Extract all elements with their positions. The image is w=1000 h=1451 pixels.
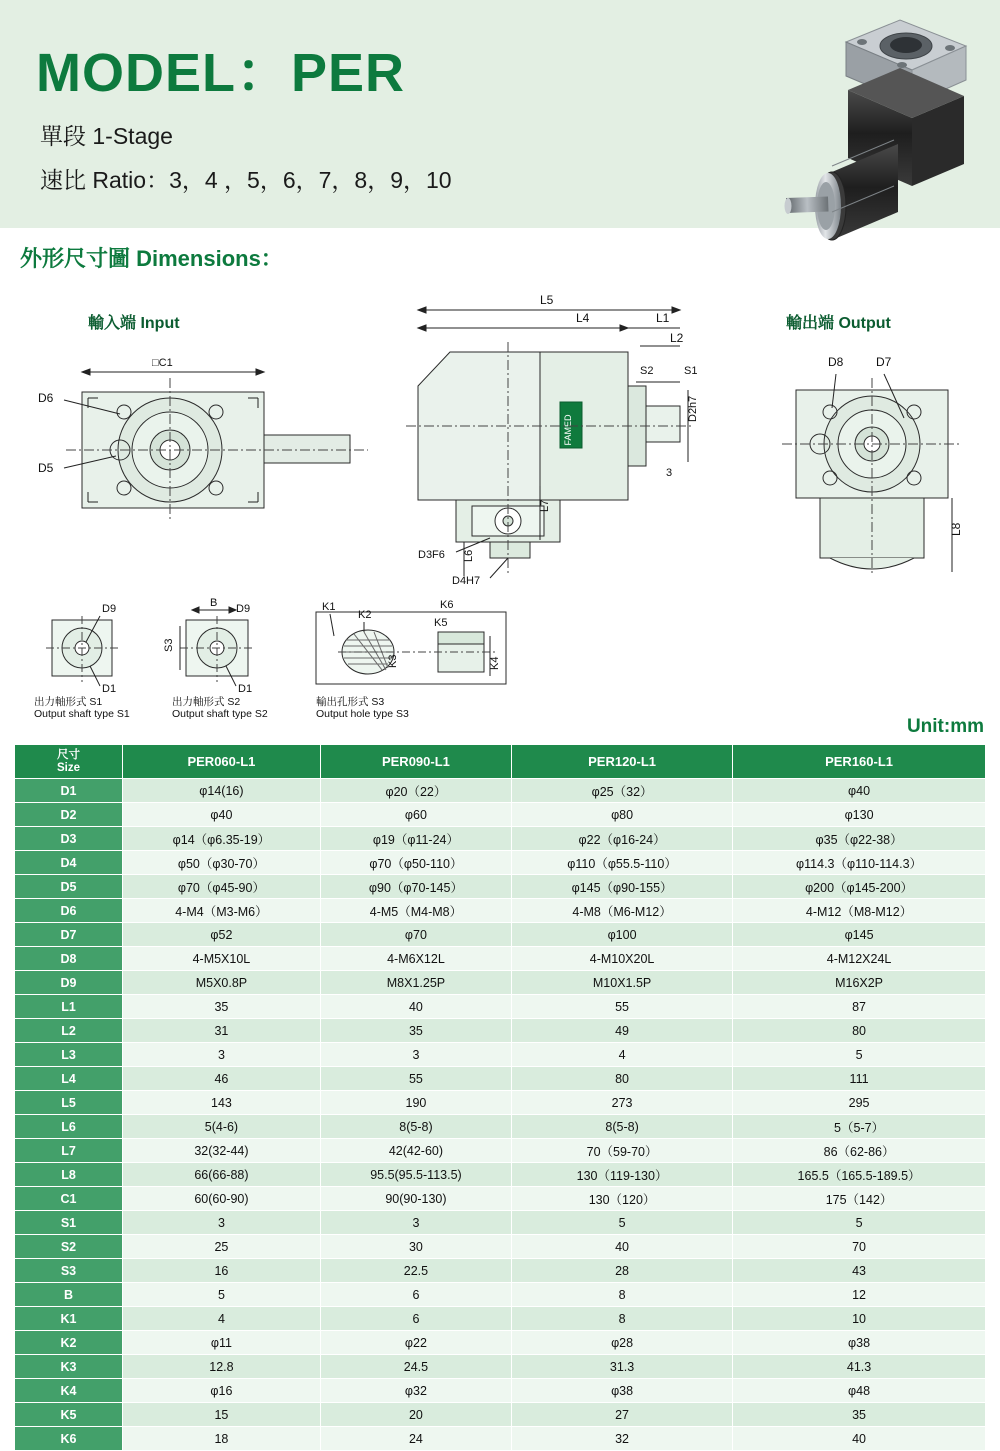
table-row [15, 1283, 986, 1307]
table-cell: M16X2P [733, 971, 986, 995]
table-row [15, 1355, 986, 1379]
table-cell: 4-M5（M4-M8） [320, 899, 511, 923]
table-cell: 4-M5X10L [123, 947, 321, 971]
svg-text:L4: L4 [576, 311, 590, 325]
table-cell: 60(60-90) [123, 1187, 321, 1211]
table-header-row [15, 745, 986, 779]
table-cell: 3 [320, 1043, 511, 1067]
row-label: L2 [15, 1019, 123, 1043]
svg-text:S2: S2 [640, 365, 654, 377]
table-row [15, 1043, 986, 1067]
table-cell: 40 [512, 1235, 733, 1259]
table-cell: 6 [320, 1283, 511, 1307]
table-cell: φ145 [733, 923, 986, 947]
table-cell: φ14（φ6.35-19） [123, 827, 321, 851]
svg-text:L2: L2 [670, 331, 684, 345]
row-label: L8 [15, 1163, 123, 1187]
table-row [15, 875, 986, 899]
svg-text:L8: L8 [949, 522, 963, 536]
svg-text:K2: K2 [358, 609, 372, 621]
caption-s3-en: Output hole type S3 [316, 708, 409, 720]
table-cell: φ38 [512, 1379, 733, 1403]
table-cell: 8 [512, 1283, 733, 1307]
row-label: D6 [15, 899, 123, 923]
dimensions-heading: 外形尺寸圖 Dimensions： [20, 246, 283, 271]
table-cell: φ60 [320, 803, 511, 827]
svg-text:D3F6: D3F6 [418, 549, 445, 561]
row-label: K2 [15, 1331, 123, 1355]
table-cell: φ22（φ16-24） [512, 827, 733, 851]
row-label: K3 [15, 1355, 123, 1379]
column-header-3: PER160-L1 [733, 745, 986, 779]
table-cell: 35 [733, 1403, 986, 1427]
dimensions-table [14, 744, 986, 1451]
row-label: S1 [15, 1211, 123, 1235]
table-cell: 5（5-7） [733, 1115, 986, 1139]
table-cell: 4 [123, 1307, 321, 1331]
table-cell: 4-M8（M6-M12） [512, 899, 733, 923]
table-row [15, 1235, 986, 1259]
svg-text:K3: K3 [387, 654, 399, 668]
table-cell: 43 [733, 1259, 986, 1283]
row-label: C1 [15, 1187, 123, 1211]
table-row [15, 1427, 986, 1451]
drawing-brand-text: FAMED [563, 414, 573, 446]
table-cell: 32(32-44) [123, 1139, 321, 1163]
svg-text:K5: K5 [434, 617, 448, 629]
row-label: D8 [15, 947, 123, 971]
table-cell: 4-M6X12L [320, 947, 511, 971]
table-cell: 130（119-130） [512, 1163, 733, 1187]
table-cell: φ52 [123, 923, 321, 947]
svg-text:D9: D9 [102, 603, 117, 615]
table-cell: φ50（φ30-70） [123, 851, 321, 875]
table-cell: 28 [512, 1259, 733, 1283]
table-cell: φ200（φ145-200） [733, 875, 986, 899]
row-label: D2 [15, 803, 123, 827]
table-cell: 4 [512, 1043, 733, 1067]
caption-s2 [172, 696, 268, 720]
svg-text:S1: S1 [684, 365, 698, 377]
table-row [15, 1259, 986, 1283]
row-label: K1 [15, 1307, 123, 1331]
table-cell: φ20（22） [320, 779, 511, 803]
table-cell: 42(42-60) [320, 1139, 511, 1163]
table-cell: 18 [123, 1427, 321, 1451]
table-row [15, 971, 986, 995]
column-header-1: PER090-L1 [320, 745, 511, 779]
table-cell: φ110（φ55.5-110） [512, 851, 733, 875]
table-cell: 5 [123, 1283, 321, 1307]
table-cell: φ11 [123, 1331, 321, 1355]
svg-text:B: B [210, 597, 218, 609]
table-cell: 55 [320, 1067, 511, 1091]
table-row [15, 779, 986, 803]
table-cell: φ14(16) [123, 779, 321, 803]
table-cell: 4-M10X20L [512, 947, 733, 971]
svg-text:D9: D9 [236, 603, 251, 615]
table-cell: 40 [320, 995, 511, 1019]
table-cell: φ19（φ11-24） [320, 827, 511, 851]
table-cell: 3 [123, 1211, 321, 1235]
svg-text:D8: D8 [828, 355, 844, 369]
table-cell: M8X1.25P [320, 971, 511, 995]
table-cell: 10 [733, 1307, 986, 1331]
caption-s1-cn: 出力軸形式 S1 [34, 696, 103, 708]
table-row [15, 1403, 986, 1427]
svg-text:L6: L6 [463, 549, 475, 562]
unit-label: Unit:mm [906, 716, 984, 737]
svg-text:K6: K6 [440, 599, 454, 611]
caption-s2-en: Output shaft type S2 [172, 708, 268, 720]
table-row [15, 947, 986, 971]
column-header-0: PER060-L1 [123, 745, 321, 779]
table-cell: 70 [733, 1235, 986, 1259]
table-cell: 31.3 [512, 1355, 733, 1379]
shaft-detail-drawings [20, 596, 540, 696]
table-cell: φ40 [123, 803, 321, 827]
table-cell: φ70（φ45-90） [123, 875, 321, 899]
table-cell: 4-M12（M8-M12） [733, 899, 986, 923]
row-label: D1 [15, 779, 123, 803]
table-cell: φ114.3（φ110-114.3） [733, 851, 986, 875]
table-row [15, 1211, 986, 1235]
row-label: S3 [15, 1259, 123, 1283]
main-section-view [406, 293, 699, 587]
row-label: B [15, 1283, 123, 1307]
table-cell: 5 [733, 1211, 986, 1235]
table-row [15, 1091, 986, 1115]
product-photo [742, 16, 972, 266]
table-cell: 295 [733, 1091, 986, 1115]
table-cell: φ130 [733, 803, 986, 827]
table-cell: φ48 [733, 1379, 986, 1403]
table-cell: 8(5-8) [512, 1115, 733, 1139]
table-cell: 24 [320, 1427, 511, 1451]
table-cell: 30 [320, 1235, 511, 1259]
table-cell: 12 [733, 1283, 986, 1307]
caption-s3-cn: 輸出孔形式 S3 [316, 696, 385, 708]
table-cell: φ70（φ50-110） [320, 851, 511, 875]
table-cell: 4-M12X24L [733, 947, 986, 971]
svg-text:D4H7: D4H7 [452, 575, 481, 587]
row-label: L3 [15, 1043, 123, 1067]
table-cell: 46 [123, 1067, 321, 1091]
table-cell: 4-M4（M3-M6） [123, 899, 321, 923]
table-row [15, 923, 986, 947]
table-cell: φ32 [320, 1379, 511, 1403]
table-body [15, 779, 986, 1451]
svg-text:S3: S3 [163, 638, 175, 652]
table-cell: 80 [512, 1067, 733, 1091]
column-header-2: PER120-L1 [512, 745, 733, 779]
detail-output-shaft-s1 [46, 603, 118, 695]
table-cell: 190 [320, 1091, 511, 1115]
table-cell: 5(4-6) [123, 1115, 321, 1139]
table-cell: 8 [512, 1307, 733, 1331]
table-cell: 22.5 [320, 1259, 511, 1283]
table-row [15, 1139, 986, 1163]
table-row [15, 1067, 986, 1091]
row-label: L7 [15, 1139, 123, 1163]
table-cell: M5X0.8P [123, 971, 321, 995]
table-cell: 55 [512, 995, 733, 1019]
output-side-label: 輸出端 Output [786, 315, 891, 332]
table-cell: 20 [320, 1403, 511, 1427]
table-corner-header [15, 745, 123, 779]
table-row [15, 803, 986, 827]
row-label: L5 [15, 1091, 123, 1115]
row-label: D9 [15, 971, 123, 995]
row-label: L1 [15, 995, 123, 1019]
table-cell: 8(5-8) [320, 1115, 511, 1139]
table-row [15, 1379, 986, 1403]
table-cell: 40 [733, 1427, 986, 1451]
table-row [15, 827, 986, 851]
table-cell: 3 [320, 1211, 511, 1235]
svg-text:D5: D5 [38, 461, 54, 475]
table-cell: 175（142） [733, 1187, 986, 1211]
corner-header-cn: 尺寸 [57, 748, 80, 761]
table-cell: φ90（φ70-145） [320, 875, 511, 899]
table-cell: 35 [123, 995, 321, 1019]
table-cell: 35 [320, 1019, 511, 1043]
row-label: L6 [15, 1115, 123, 1139]
table-row [15, 1307, 986, 1331]
table-cell: 5 [512, 1211, 733, 1235]
table-row [15, 1019, 986, 1043]
table-cell: φ28 [512, 1331, 733, 1355]
table-cell: φ145（φ90-155） [512, 875, 733, 899]
row-label: S2 [15, 1235, 123, 1259]
table-cell: 273 [512, 1091, 733, 1115]
table-row [15, 1163, 986, 1187]
table-cell: 87 [733, 995, 986, 1019]
svg-text:D7: D7 [876, 355, 892, 369]
table-row [15, 1331, 986, 1355]
svg-text:L5: L5 [540, 293, 554, 307]
table-cell: 15 [123, 1403, 321, 1427]
table-cell: φ70 [320, 923, 511, 947]
row-label: K6 [15, 1427, 123, 1451]
corner-header-en: Size [56, 761, 80, 774]
svg-text:L7: L7 [539, 499, 551, 512]
table-cell: 32 [512, 1427, 733, 1451]
table-cell: 12.8 [123, 1355, 321, 1379]
row-label: D4 [15, 851, 123, 875]
ratio-label: 速比 Ratio：3，4 ，5，6，7，8，9，10 [40, 167, 452, 193]
svg-text:D1: D1 [238, 683, 253, 695]
table-cell: 27 [512, 1403, 733, 1427]
table-cell: 3 [123, 1043, 321, 1067]
table-row [15, 851, 986, 875]
table-cell: 6 [320, 1307, 511, 1331]
table-cell: 165.5（165.5-189.5） [733, 1163, 986, 1187]
caption-s1-en: Output shaft type S1 [34, 708, 130, 720]
svg-text:3: 3 [666, 467, 673, 479]
svg-text:D1: D1 [102, 683, 117, 695]
table-cell: φ22 [320, 1331, 511, 1355]
table-cell: 90(90-130) [320, 1187, 511, 1211]
table-cell: 111 [733, 1067, 986, 1091]
table-cell: 70（59-70） [512, 1139, 733, 1163]
svg-text:K4: K4 [489, 656, 501, 670]
svg-text:L1: L1 [656, 311, 670, 325]
input-side-label: 輸入端 Input [88, 315, 180, 332]
table-cell: 24.5 [320, 1355, 511, 1379]
svg-text:K1: K1 [322, 601, 336, 613]
row-label: D3 [15, 827, 123, 851]
caption-s1 [34, 696, 130, 720]
caption-s2-cn: 出力軸形式 S2 [172, 696, 241, 708]
table-cell: 80 [733, 1019, 986, 1043]
table-cell: 41.3 [733, 1355, 986, 1379]
table-cell: φ100 [512, 923, 733, 947]
table-row [15, 1187, 986, 1211]
table-cell: 130（120） [512, 1187, 733, 1211]
table-row [15, 1115, 986, 1139]
table-cell: 31 [123, 1019, 321, 1043]
caption-s3 [316, 696, 409, 720]
table-row [15, 995, 986, 1019]
table-cell: φ35（φ22-38） [733, 827, 986, 851]
row-label: K5 [15, 1403, 123, 1427]
table-cell: 66(66-88) [123, 1163, 321, 1187]
table-cell: φ16 [123, 1379, 321, 1403]
row-label: K4 [15, 1379, 123, 1403]
table-row [15, 899, 986, 923]
output-end-view [782, 355, 963, 576]
table-cell: 5 [733, 1043, 986, 1067]
header-band [0, 0, 1000, 228]
detail-output-hole-s3 [316, 599, 506, 684]
page-title: MODEL：PER [36, 43, 406, 103]
table-cell: 86（62-86） [733, 1139, 986, 1163]
table-cell: 95.5(95.5-113.5) [320, 1163, 511, 1187]
svg-text:D2h7: D2h7 [687, 395, 699, 422]
row-label: L4 [15, 1067, 123, 1091]
stage-label: 單段 1-Stage [40, 123, 173, 149]
table-cell: φ25（32） [512, 779, 733, 803]
table-cell: φ40 [733, 779, 986, 803]
table-cell: M10X1.5P [512, 971, 733, 995]
table-cell: 16 [123, 1259, 321, 1283]
row-label: D5 [15, 875, 123, 899]
table-cell: 49 [512, 1019, 733, 1043]
table-cell: 143 [123, 1091, 321, 1115]
row-label: D7 [15, 923, 123, 947]
table-cell: φ38 [733, 1331, 986, 1355]
table-cell: φ80 [512, 803, 733, 827]
table-cell: 25 [123, 1235, 321, 1259]
svg-text:□C1: □C1 [152, 357, 173, 369]
detail-output-shaft-s2 [163, 597, 254, 695]
svg-text:D6: D6 [38, 391, 54, 405]
input-end-view [38, 357, 368, 522]
